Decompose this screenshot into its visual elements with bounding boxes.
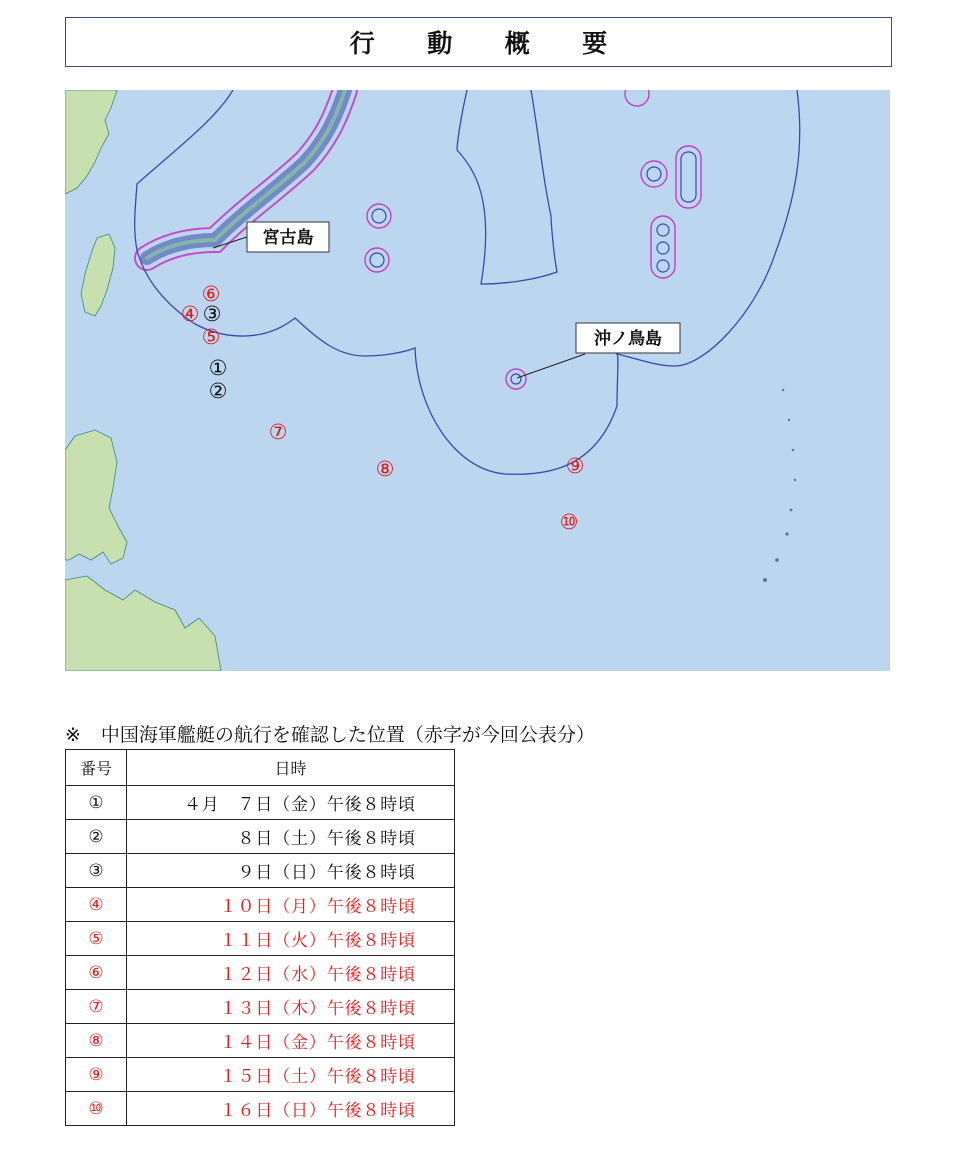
row-number: ⑤ (66, 922, 127, 956)
table-row (66, 1058, 455, 1092)
row-number: ④ (66, 888, 127, 922)
sighting-table (65, 749, 455, 1126)
title-box (65, 17, 892, 67)
table-row (66, 1024, 455, 1058)
table-header-row (66, 750, 455, 786)
row-number: ⑥ (66, 956, 127, 990)
point-3: ③ (202, 302, 222, 326)
row-datetime: ８日（土）午後８時頃 (127, 820, 455, 854)
row-number: ① (66, 786, 127, 820)
note-text: 中国海軍艦艇の航行を確認した位置（赤字が今回公表分） (100, 724, 595, 746)
row-number: ⑨ (66, 1058, 127, 1092)
row-datetime: １２日（水）午後８時頃 (127, 956, 455, 990)
callout-okinotori (576, 323, 680, 353)
header-number: 番号 (66, 750, 127, 786)
table-row (66, 990, 455, 1024)
table-row (66, 888, 455, 922)
row-datetime: １６日（日）午後８時頃 (127, 1092, 455, 1126)
table-row (66, 956, 455, 990)
row-datetime: ４月 ７日（金）午後８時頃 (127, 786, 455, 820)
table-row (66, 854, 455, 888)
point-2: ② (208, 379, 228, 403)
note (65, 720, 595, 747)
point-10: ⑩ (559, 510, 579, 534)
callout-miyako (247, 222, 329, 252)
row-datetime: １０日（月）午後８時頃 (127, 888, 455, 922)
row-datetime: １３日（木）午後８時頃 (127, 990, 455, 1024)
point-9: ⑨ (565, 454, 585, 478)
label-miyako: 宮古島 (262, 228, 314, 248)
point-8: ⑧ (375, 457, 395, 481)
row-datetime: １１日（火）午後８時頃 (127, 922, 455, 956)
row-number: ⑦ (66, 990, 127, 1024)
point-7: ⑦ (268, 420, 288, 444)
table-row (66, 1092, 455, 1126)
note-mark: ※ (65, 724, 81, 746)
row-datetime: １４日（金）午後８時頃 (127, 1024, 455, 1058)
point-1: ① (208, 356, 228, 380)
row-datetime: １５日（土）午後８時頃 (127, 1058, 455, 1092)
row-number: ③ (66, 854, 127, 888)
point-4: ④ (180, 302, 200, 326)
row-number: ② (66, 820, 127, 854)
point-6: ⑥ (201, 282, 221, 306)
page-title: 行 動 概 要 (349, 29, 621, 58)
table-row (66, 786, 455, 820)
label-okinotori: 沖ノ鳥島 (594, 329, 662, 349)
map (65, 90, 890, 671)
point-5: ⑤ (201, 325, 221, 349)
row-number: ⑧ (66, 1024, 127, 1058)
sea (65, 90, 890, 671)
row-datetime: ９日（日）午後８時頃 (127, 854, 455, 888)
table-row (66, 820, 455, 854)
row-number: ⑩ (66, 1092, 127, 1126)
header-datetime: 日時 (127, 750, 455, 786)
table-row (66, 922, 455, 956)
